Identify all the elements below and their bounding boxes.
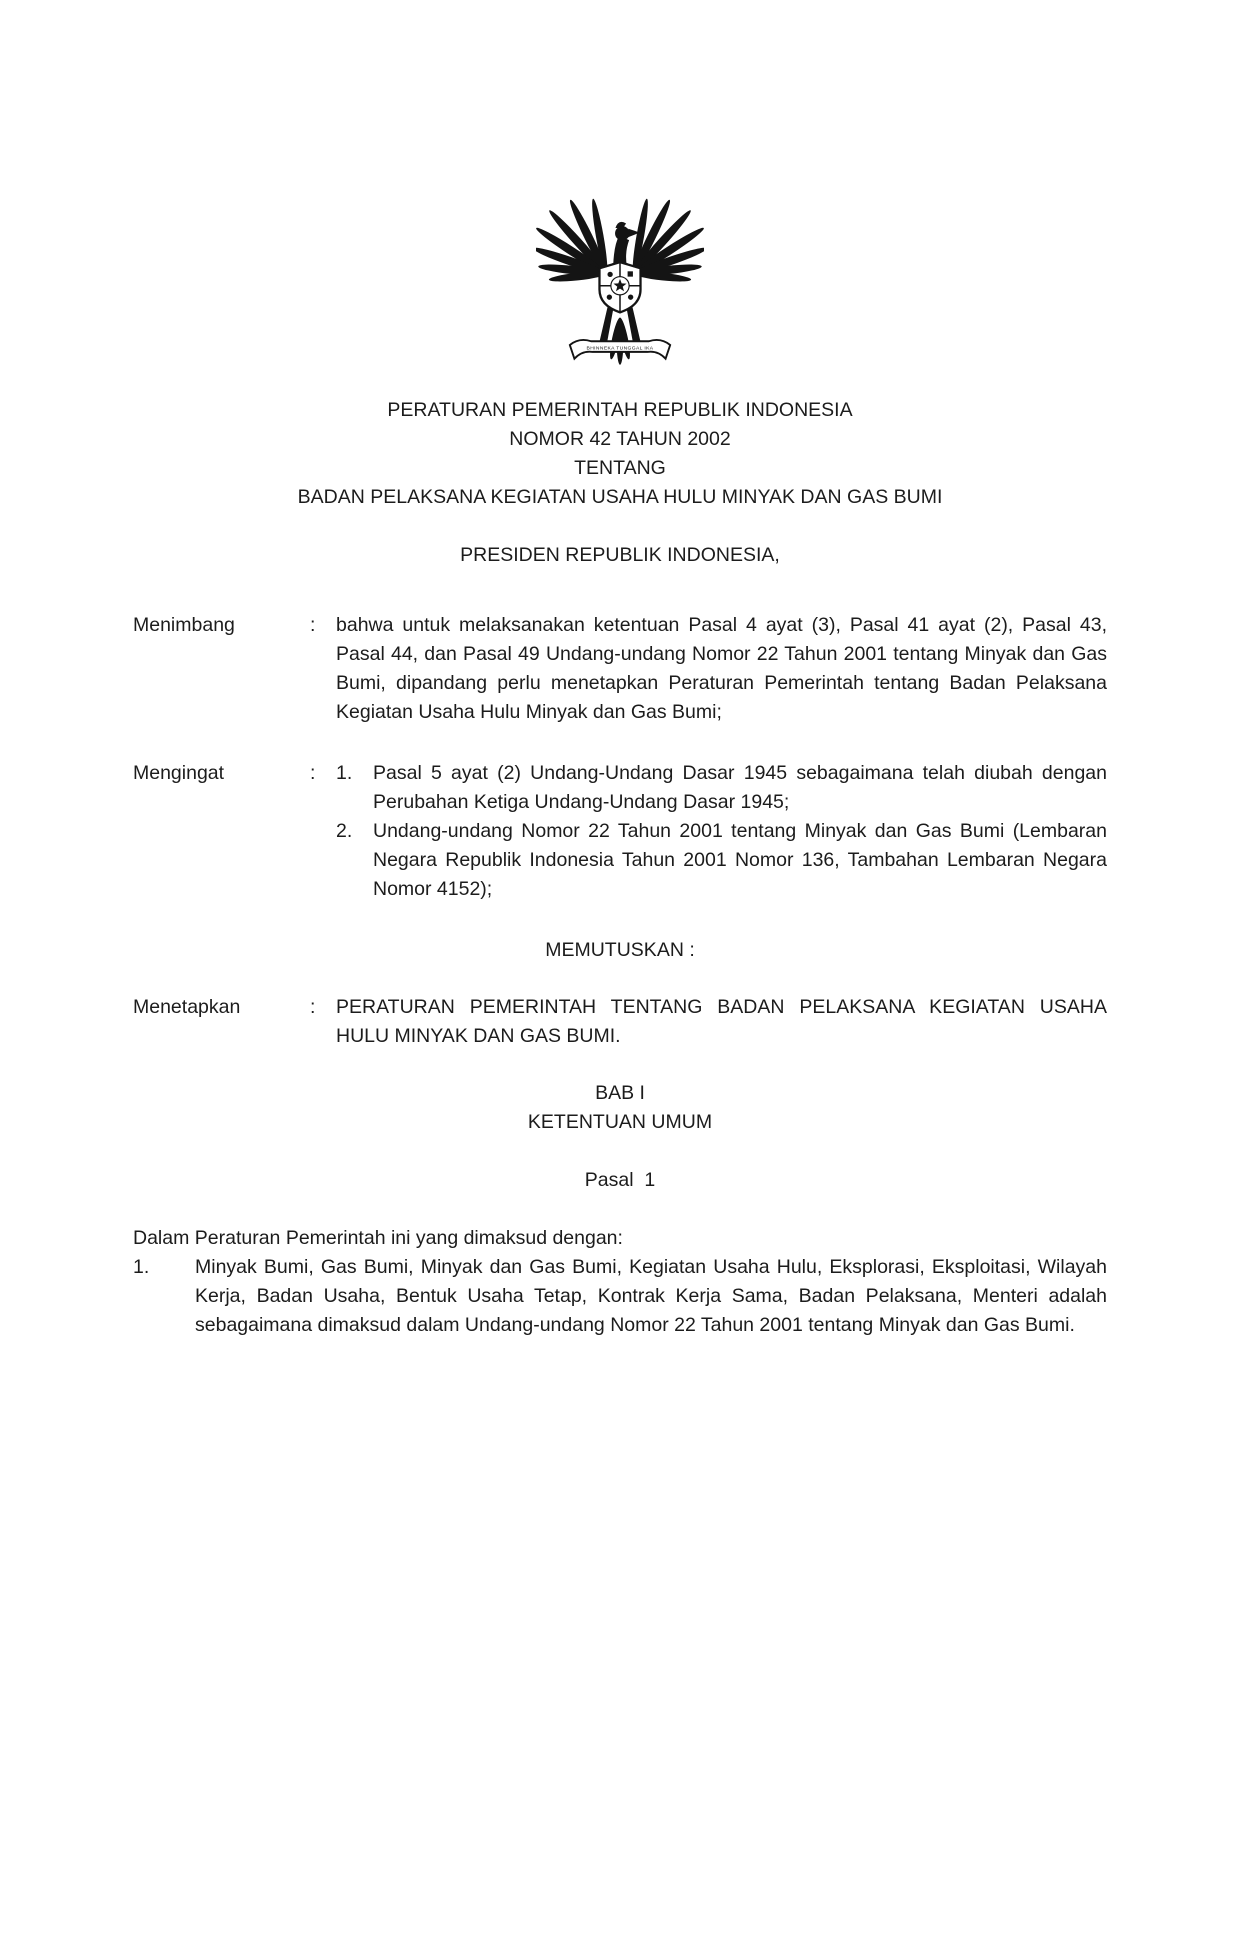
menimbang-label: Menimbang (133, 614, 235, 636)
menetapkan-text: PERATURAN PEMERINTAH TENTANG BADAN PELAKSANA KEGIATAN USAHA HULU MINYAK DAN GAS BUMI. (336, 996, 1107, 1047)
garuda-pancasila-emblem (536, 190, 704, 380)
mengingat-section (133, 759, 1107, 904)
bab-heading-block (133, 1079, 1107, 1137)
menimbang-section (133, 611, 1107, 727)
president-line: PRESIDEN REPUBLIK INDONESIA, (460, 544, 780, 566)
mengingat-item-number: 1. (336, 762, 353, 784)
mengingat-item-text: Pasal 5 ayat (2) Undang-Undang Dasar 1945 sebagaimana telah diubah dengan Perubahan Ketiga Undang-Undang Dasar 1945; (373, 762, 1107, 813)
definition-number: 1. (133, 1256, 150, 1278)
definition-text: Minyak Bumi, Gas Bumi, Minyak dan Gas Bumi, Kegiatan Usaha Hulu, Eksplorasi, Eksploitasi, Wilayah Kerja, Badan Usaha, Bentuk Usaha Tetap, Kontrak Kerja Sama, Badan Pelaksana, Menteri adalah sebagaimana dimaksud dalam Undang-undang Nomor 22 Tahun 2001 tentang Minyak dan Gas Bumi. (195, 1256, 1107, 1336)
title-line-regulation: PERATURAN PEMERINTAH REPUBLIK INDONESIA (387, 399, 853, 421)
document-title-block (133, 396, 1107, 512)
menimbang-colon: : (310, 614, 316, 636)
motto-text: BHINNEKA TUNGGAL IKA (586, 346, 654, 352)
mengingat-item-text: Undang-undang Nomor 22 Tahun 2001 tentang Minyak dan Gas Bumi (Lembaran Negara Republik Indonesia Tahun 2001 Nomor 136, Tambahan Lembaran Negara Nomor 4152); (373, 820, 1107, 900)
pancasila-shield-icon (599, 262, 640, 312)
bab-subtitle: KETENTUAN UMUM (527, 1111, 713, 1133)
pasal-heading: Pasal 1 (584, 1169, 656, 1191)
document-page (0, 190, 1240, 1944)
title-line-number: NOMOR 42 TAHUN 2002 (509, 428, 731, 450)
mengingat-label: Mengingat (133, 762, 225, 784)
title-line-subject: BADAN PELAKSANA KEGIATAN USAHA HULU MINYAK DAN GAS BUMI (297, 486, 943, 508)
mengingat-item (336, 759, 1107, 817)
menetapkan-label: Menetapkan (133, 996, 241, 1018)
menetapkan-colon: : (310, 996, 316, 1018)
title-line-tentang: TENTANG (574, 457, 666, 479)
menetapkan-section (133, 993, 1107, 1051)
mengingat-colon: : (310, 762, 316, 784)
definitions-intro: Dalam Peraturan Pemerintah ini yang dimaksud dengan: (133, 1227, 623, 1249)
menimbang-text: bahwa untuk melaksanakan ketentuan Pasal 4 ayat (3), Pasal 41 ayat (2), Pasal 43, Pasal 44, dan Pasal 49 Undang-undang Nomor 22 Tahun 2001 tentang Minyak dan Gas Bumi, dipandang perlu menetapkan Peraturan Pemerintah tentang Badan Pelaksana Kegiatan Usaha Hulu Minyak dan Gas Bumi; (336, 614, 1107, 723)
mengingat-item (336, 817, 1107, 904)
definition-item (133, 1253, 1107, 1340)
memutuskan-heading: MEMUTUSKAN : (545, 939, 695, 961)
bab-title: BAB I (595, 1082, 645, 1104)
mengingat-item-number: 2. (336, 820, 353, 842)
